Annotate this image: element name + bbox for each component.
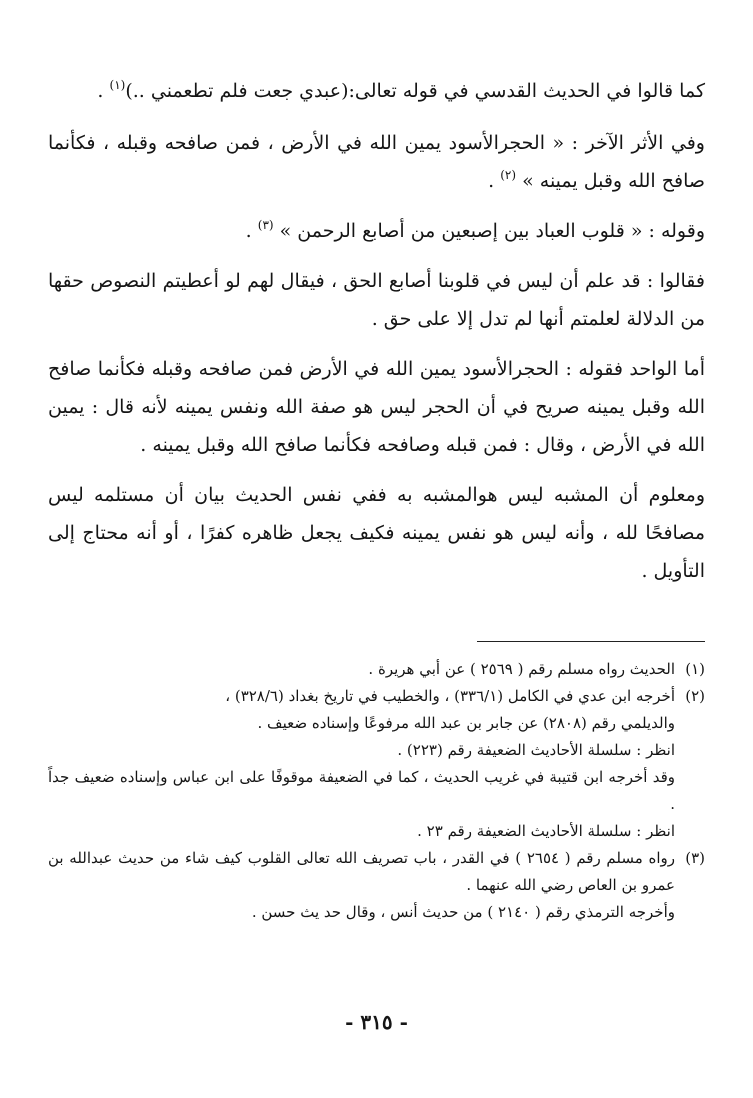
footnote-body xyxy=(48,845,675,926)
footnote-3 xyxy=(48,845,705,926)
paragraph-text: كما قالوا في الحديث القدسي في قوله تعالى:(عبدي جعت فلم تطعمني ..) xyxy=(125,80,705,102)
footnote-number: (٣) xyxy=(685,849,705,867)
paragraph-6 xyxy=(48,476,705,590)
footnote-number: (٢) xyxy=(685,687,705,705)
paragraph-text: وفي الأثر الآخر : « الحجرالأسود يمين الله في الأرض ، فمن صافحه وقبله ، فكأنما صافح الله وقبل يمينه » xyxy=(48,132,705,192)
footnotes xyxy=(48,656,705,926)
footnote-line: انظر : سلسلة الأحاديث الضعيفة رقم (٢٢٣) . xyxy=(397,741,675,759)
paragraph-tail: . xyxy=(97,80,110,102)
page-number: - ٣١٥ - xyxy=(345,1010,408,1034)
footnote-line: الحديث رواه مسلم رقم ( ٢٥٦٩ ) عن أبي هريرة . xyxy=(368,660,675,678)
paragraph-text: فقالوا : قد علم أن ليس في قلوبنا أصابع الحق ، فيقال لهم لو أعطيتم النصوص حقها من الدلالة لعلمتم أنها لم تدل إلا على حق . xyxy=(48,270,705,330)
paragraph-tail: . xyxy=(488,170,501,192)
footnote-line: وأخرجه الترمذي رقم ( ٢١٤٠ ) من حديث أنس ، وقال حد يث حسن . xyxy=(251,903,675,921)
paragraph-text: ومعلوم أن المشبه ليس هوالمشبه به ففي نفس الحديث بيان أن مستلمه ليس مصافحًا لله ، وأنه ليس هو نفس يمينه فكيف يجعل ظاهره كفرًا ، أو أنه محتاج إلى التأويل . xyxy=(48,484,705,582)
paragraph-5 xyxy=(48,350,705,464)
footnote-line: رواه مسلم رقم ( ٢٦٥٤ ) في القدر ، باب تصريف الله تعالى القلوب كيف شاء من حديث عبدالله بن عمرو بن العاص رضي الله عنهما . xyxy=(48,849,675,894)
footnote-body xyxy=(48,683,675,845)
footnote-body xyxy=(48,656,675,683)
paragraph-3 xyxy=(48,212,705,250)
footnote-2 xyxy=(48,683,705,845)
paragraph-text: أما الواحد فقوله : الحجرالأسود يمين الله في الأرض فمن صافحه وقبله فكأنما صافح الله وقبل يمينه صريح في أن الحجر ليس هو صفة الله ونفس يمينه لأنه قال : يمين الله في الأرض ، وقال : فمن قبله وصافحه فكأنما صافح الله وقبل يمينه . xyxy=(48,358,705,456)
paragraph-text: وقوله : « قلوب العباد بين إصبعين من أصابع الرحمن » xyxy=(279,220,705,242)
paragraph-2 xyxy=(48,124,705,200)
main-text xyxy=(48,72,705,602)
paragraph-1 xyxy=(48,72,705,110)
footnote-number: (١) xyxy=(685,660,705,678)
footnote-ref[interactable]: (٣) xyxy=(257,218,274,232)
footnote-1 xyxy=(48,656,705,683)
footnote-line: والديلمي رقم (٢٨٠٨) عن جابر بن عبد الله مرفوعًا وإسناده ضعيف . xyxy=(257,714,675,732)
footnote-line: أخرجه ابن عدي في الكامل (٣٣٦/١) ، والخطيب في تاريخ بغداد (٣٢٨/٦) ، xyxy=(225,687,675,705)
paragraph-tail: . xyxy=(245,220,258,242)
footnote-line: وقد أخرجه ابن قتيبة في غريب الحديث ، كما في الضعيفة موقوفًا على ابن عباس وإسناده ضعيف جداً . xyxy=(48,768,675,813)
footnote-line: انظر : سلسلة الأحاديث الضعيفة رقم ٢٣ . xyxy=(417,822,675,840)
footnote-ref[interactable]: (١) xyxy=(109,78,126,92)
paragraph-4 xyxy=(48,262,705,338)
footnote-separator xyxy=(477,641,705,642)
footnote-ref[interactable]: (٢) xyxy=(500,168,517,182)
